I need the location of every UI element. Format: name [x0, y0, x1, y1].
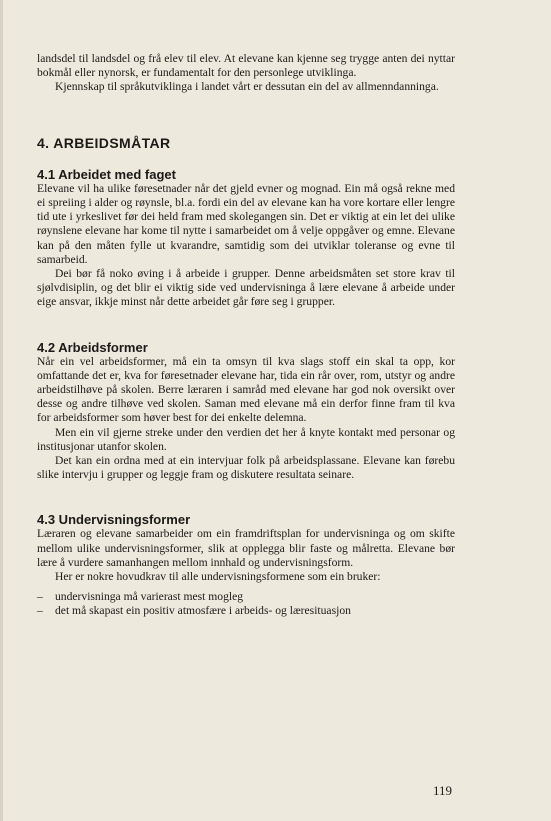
section-4-2-paragraph-3: Det kan ein ordna med at ein intervjuar folk på arbeidsplassane. Elevane kan førebu slike intervju i grupper og leggje fram og diskutere resultata seinare.: [37, 454, 455, 482]
section-4-1-paragraph-1: Elevane vil ha ulike føresetnader når det gjeld evner og mognad. Ein må også rekne med ei spreiing i alder og røynsle, bl.a. fordi ein del av elevane kan ha vore kortare eller lengre tid ute i yrkeslivet før dei held fram med skolegangen sin. Det er viktig at ein let dei ulike røynslene elevane har kome til nytte i samarbeidet om å velje oppgåver og emne. Elevane kan på den måten fylle ut kvarandre, samtidig som dei utviklar toleranse og evne til samarbeid.: [37, 181, 455, 266]
section-4-3: [37, 512, 455, 618]
list-item: [37, 604, 455, 618]
section-4-3-paragraph-1: Læraren og elevane samarbeider om ein framdriftsplan for undervisninga og om skifte mellom ulike undervisningsformer, slik at opplegga blir faste og målretta. Elevane bør lære å vurdere samanhangen mellom innhald og undervisningsform.: [37, 527, 455, 569]
dash-bullet: –: [37, 590, 43, 604]
section-heading-4-2: 4.2 Arbeidsformer: [37, 339, 148, 355]
dash-bullet: –: [37, 604, 43, 618]
section-4-1: [37, 167, 455, 310]
list-item: [37, 590, 455, 604]
section-4-2: [37, 340, 455, 483]
section-heading-4-1: 4.1 Arbeidet med faget: [37, 166, 176, 182]
intro-paragraph-2: Kjennskap til språkutviklinga i landet vårt er dessutan ein del av allmenndanninga.: [55, 80, 439, 94]
section-heading-4-3: 4.3 Undervisningsformer: [37, 512, 191, 528]
requirements-list: [37, 590, 455, 618]
page-number: 119: [433, 783, 453, 798]
section-4-2-paragraph-1: Når ein vel arbeidsformer, må ein ta omsyn til kva slags stoff ein skal ta opp, kor omfattande det er, kva for føresetnader elevane har, tida ein rår over, rom, utstyr og andre arbeidstilhøve på skolen. Berre læraren i samråd med elevane har god nok oversikt over desse og andre tilhøve ved skolen. Saman med elevane må ein derfor finne fram til kva for arbeidsformer som høver best for dei enkelte delemna.: [37, 354, 455, 425]
list-item-text: undervisninga må varierast mest mogleg: [55, 590, 244, 604]
page-body: [37, 52, 455, 619]
section-4-2-paragraph-2: Men ein vil gjerne streke under den verdien det her å knyte kontakt med personar og institusjonar utanfor skolen.: [37, 425, 455, 453]
section-4-1-paragraph-2: Dei bør få noko øving i å arbeide i grupper. Denne arbeidsmåten set store krav til sjølvdisiplin, og det blir ei viktig side ved undervisninga å lære elevane å arbeide under eige ansvar, ikkje minst når dette arbeidet går føre seg i grupper.: [37, 267, 455, 309]
section-4-3-paragraph-2: Her er nokre hovudkrav til alle undervisningsformene som ein bruker:: [55, 570, 381, 584]
chapter-title: 4. ARBEIDSMÅTAR: [37, 134, 171, 151]
intro-paragraph-1: landsdel til landsdel og frå elev til elev. At elevane kan kjenne seg trygge anten dei nyttar bokmål eller nynorsk, er fundamentalt for den personlege utviklinga.: [37, 52, 455, 80]
list-item-text: det må skapast ein positiv atmosfære i arbeids- og læresituasjon: [55, 604, 351, 618]
